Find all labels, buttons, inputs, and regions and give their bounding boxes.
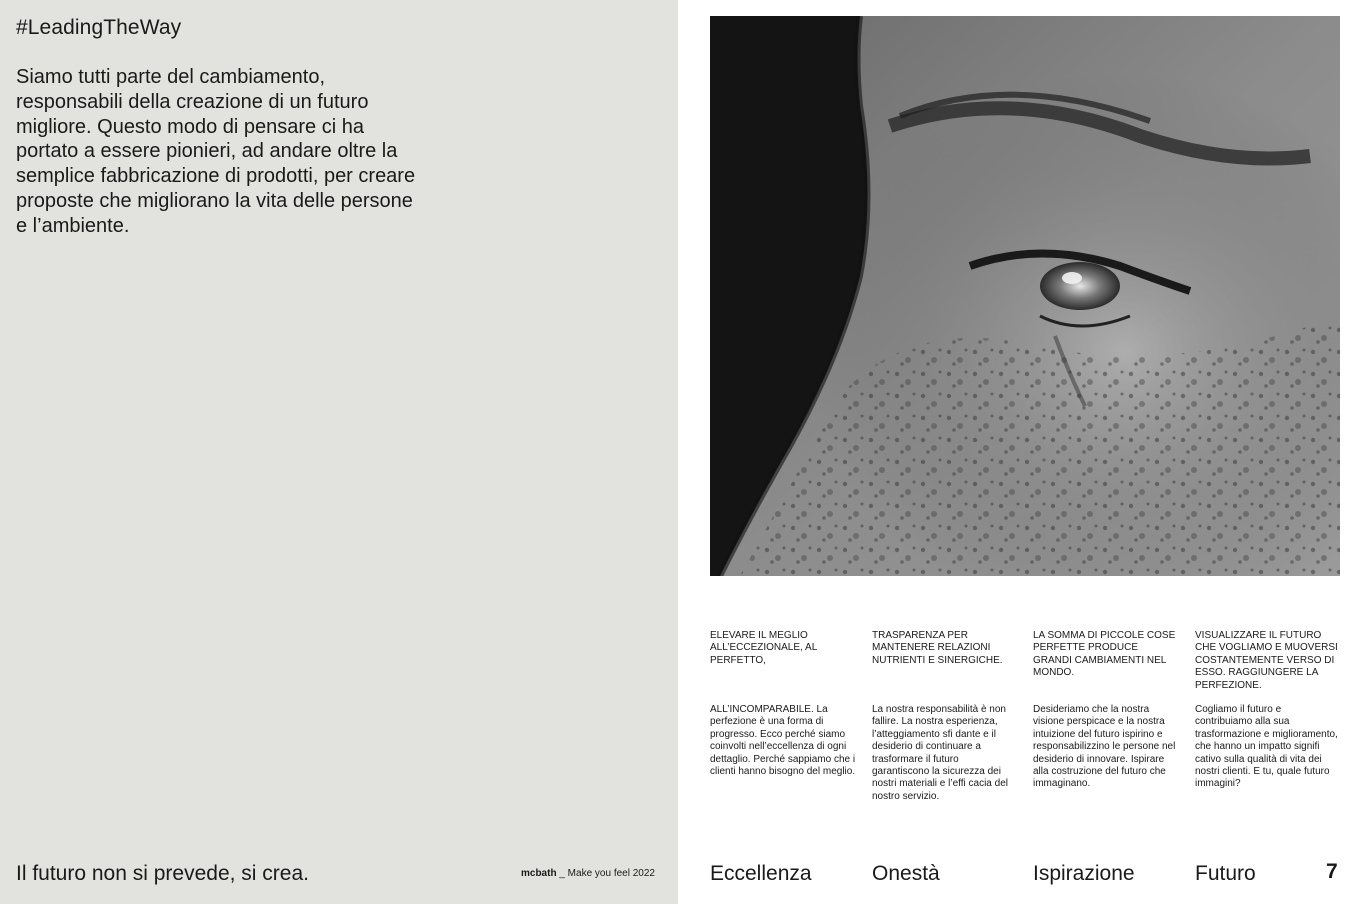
eye-closeup-photo-icon (710, 16, 1340, 576)
column-body: Cogliamo il futuro e contribuiamo alla sua trasformazione e miglioramento, che hanno un impatto signifi cativo sulla qualità di vita dei nostri clienti. E tu, quale futuro immagini? (1195, 704, 1338, 790)
column-body: La nostra responsabilità è non fallire. La nostra esperienza, l’atteggiamento sfi dante e il desiderio di continuare a trasformare il futuro garantiscono la sicurezza dei nostri materiali e l’effi cacia del nostro servizio. (872, 704, 1008, 802)
page-number: 7 (1326, 860, 1338, 883)
intro-paragraph: Siamo tutti parte del cambiamento, responsabili della creazione di un futuro migliore. Questo modo di pensare ci ha portato a essere pionieri, ad andare oltre la semplice fabbricazione di prodotti, per creare proposte che migliorano la vita delle persone e l’ambiente. (16, 66, 416, 237)
column-body: ALL’INCOMPARABILE. La perfezione è una forma di progresso. Ecco perché siamo coinvolti nell’eccellenza di ogni dettaglio. Perché sappiamo che i clienti hanno bisogno del meglio. (710, 704, 856, 778)
brand-tagline: _ Make you feel 2022 (556, 868, 655, 879)
column-heading: VISUALIZZARE IL FUTURO CHE VOGLIAMO E MUOVERSI COSTANTEMENTE VERSO DI ESSO. RAGGIUNGERE LA PERFEZIONE. (1195, 630, 1338, 691)
value-column-1 (710, 630, 856, 778)
brand-footer (521, 868, 655, 879)
value-column-4 (1195, 630, 1341, 791)
value-label-onesta: Onestà (872, 862, 940, 885)
value-label-eccellenza: Eccellenza (710, 862, 812, 885)
column-heading: LA SOMMA DI PICCOLE COSE PERFETTE PRODUCE GRANDI CAMBIAMENTI NEL MONDO. (1033, 630, 1176, 679)
right-page (678, 0, 1356, 904)
value-column-3 (1033, 630, 1179, 791)
column-heading: ELEVARE IL MEGLIO ALL’ECCEZIONALE, AL PERFETTO, (710, 630, 817, 666)
value-label-futuro: Futuro (1195, 862, 1256, 885)
column-body: Desideriamo che la nostra visione perspicace e la nostra intuizione del futuro ispirino e responsabilizzino le persone nel desiderio di innovare. Ispirare alla costruzione del futuro che immaginano. (1033, 704, 1176, 790)
brand-name: mcbath (521, 868, 557, 879)
eye-closeup-photo (710, 16, 1340, 576)
column-heading: TRASPARENZA PER MANTENERE RELAZIONI NUTRIENTI E SINERGICHE. (872, 630, 1003, 666)
hashtag-title: #LeadingTheWay (16, 16, 182, 39)
value-column-2 (872, 630, 1018, 803)
value-label-ispirazione: Ispirazione (1033, 862, 1135, 885)
motto: Il futuro non si prevede, si crea. (16, 862, 309, 885)
